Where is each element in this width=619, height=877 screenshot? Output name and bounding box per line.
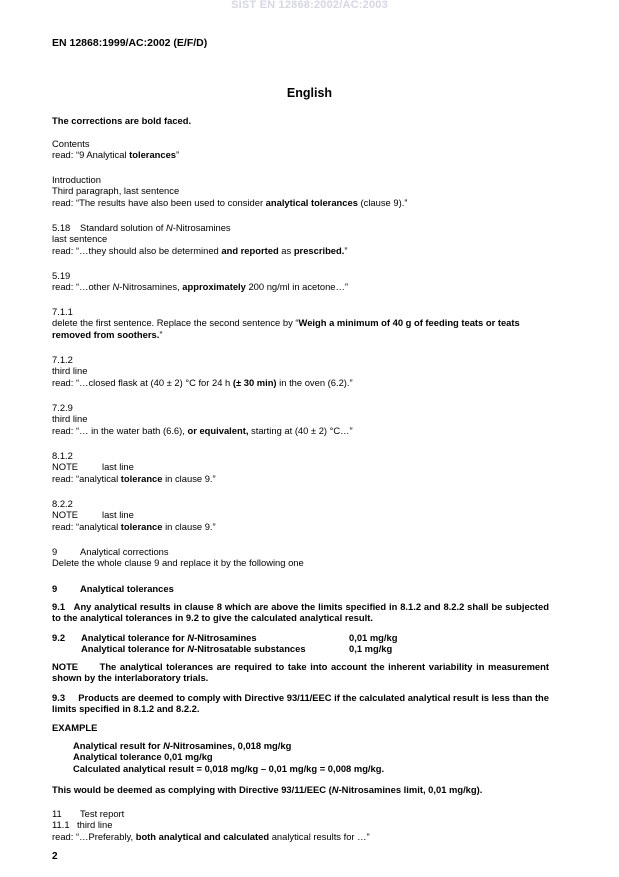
section-8-2-2: [52, 498, 549, 532]
document-id: EN 12868:1999/AC:2002 (E/F/D): [52, 37, 208, 49]
section-8-1-2-num: 8.1.2: [52, 450, 73, 461]
section-7-1-2-num: 7.1.2: [52, 354, 73, 365]
section-5-19-num: 5.19: [52, 270, 71, 281]
section-7-1-2-read: read: “…closed flask at (40 ± 2) °C for 24 h (± 30 min) in the oven (6.2).”: [52, 376, 353, 388]
section-contents: [52, 138, 549, 161]
section-5-18-read: read: “…they should also be determined and reported as prescribed.”: [52, 244, 348, 256]
compliance-statement: This would be deemed as complying with Directive 93/11/EEC (N-Nitrosamines limit, 0,01 mg/kg).: [52, 784, 483, 795]
section-11-title: 11 Test report: [52, 808, 125, 819]
section-5-19: [52, 270, 549, 293]
contents-title: Contents: [52, 138, 90, 149]
introduction-title: Introduction: [52, 174, 101, 185]
introduction-read: read: “The results have also been used to consider analytical tolerances (clause 9).”: [52, 196, 408, 208]
example-line-2: Analytical tolerance 0,01 mg/kg: [73, 751, 213, 763]
section-7-2-9-line: third line: [52, 413, 88, 425]
section-7-1-1-num: 7.1.1: [52, 306, 73, 317]
section-5-18-line: last sentence: [52, 233, 108, 245]
section-9-2: [52, 632, 549, 655]
section-7-1-1: [52, 306, 549, 340]
section-11: [52, 808, 549, 842]
section-9-note: NOTE The analytical tolerances are required to take into account the inherent variability in measurement shown by the interlaboratory trials.: [52, 661, 549, 684]
section-8-1-2-note: NOTE last line: [52, 461, 134, 473]
section-11-read: read: “…Preferably, both analytical and calculated analytical results for …”: [52, 830, 370, 842]
section-7-1-1-text: delete the first sentence. Replace the second sentence by “Weigh a minimum of 40 g of feeding teats or teats removed from soothers.”: [52, 317, 520, 340]
example-label: EXAMPLE: [52, 722, 98, 733]
section-11-1: 11.1 third line: [52, 819, 113, 831]
section-7-2-9-num: 7.2.9: [52, 402, 73, 413]
section-8-1-2-read: read: “analytical tolerance in clause 9.”: [52, 472, 216, 484]
language-heading: English: [286, 86, 333, 100]
section-8-2-2-note: NOTE last line: [52, 509, 134, 521]
section-8-1-2: [52, 450, 549, 484]
example-line-3: Calculated analytical result = 0,018 mg/kg – 0,01 mg/kg = 0,008 mg/kg.: [73, 762, 385, 774]
section-5-18-title: 5.18 Standard solution of N-Nitrosamines: [52, 222, 231, 233]
section-9-old: [52, 546, 549, 569]
section-9-3: 9.3 Products are deemed to comply with Directive 93/11/EEC if the calculated analytical result is less than the limits specified in 8.1.2 and 8.2.2.: [52, 692, 550, 715]
introduction-line: Third paragraph, last sentence: [52, 185, 180, 197]
page-number: 2: [52, 851, 58, 862]
section-9-old-title: 9 Analytical corrections: [52, 546, 169, 557]
section-5-18: [52, 222, 549, 256]
section-7-2-9-read: read: “… in the water bath (6.6), or equivalent, starting at (40 ± 2) °C…”: [52, 424, 353, 436]
section-7-2-9: [52, 402, 549, 436]
intro-note: The corrections are bold faced.: [52, 115, 192, 126]
section-8-2-2-read: read: “analytical tolerance in clause 9.”: [52, 520, 216, 532]
watermark: SIST EN 12868:2002/AC:2003: [231, 0, 388, 11]
section-8-2-2-num: 8.2.2: [52, 498, 73, 509]
tolerance-row-nitrosatable: Analytical tolerance for N-Nitrosatable substances 0,1 mg/kg: [81, 643, 393, 655]
contents-read: read: “9 Analytical tolerances”: [52, 149, 180, 161]
tolerance-row-nitrosamines: 9.2 Analytical tolerance for N-Nitrosamines 0,01 mg/kg: [52, 632, 398, 643]
section-5-19-read: read: “…other N-Nitrosamines, approximately 200 ng/ml in acetone…”: [52, 281, 349, 293]
section-9-heading: 9 Analytical tolerances: [52, 583, 174, 594]
section-9-old-text: Delete the whole clause 9 and replace it by the following one: [52, 557, 304, 569]
section-introduction: [52, 174, 549, 208]
section-7-1-2-line: third line: [52, 365, 88, 377]
example-block: [52, 740, 549, 774]
example-line-1: Analytical result for N-Nitrosamines, 0,018 mg/kg: [73, 740, 292, 751]
section-9-1: 9.1 Any analytical results in clause 8 which are above the limits specified in 8.1.2 and 8.2.2 shall be subjected to the analytical tolerances in 9.2 to give the calculated analytical result.: [52, 601, 549, 624]
section-7-1-2: [52, 354, 549, 388]
